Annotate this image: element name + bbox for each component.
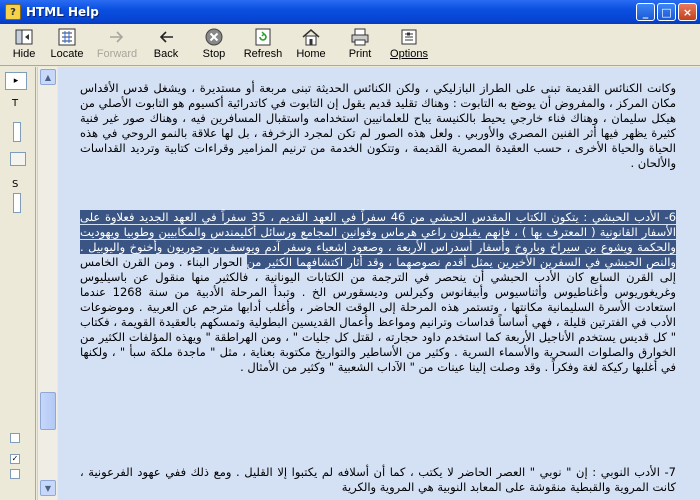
pane-letter-t: T xyxy=(12,98,19,109)
refresh-button[interactable]: Refresh xyxy=(240,24,286,64)
hide-button[interactable]: Hide xyxy=(4,24,44,64)
locate-button[interactable]: Locate xyxy=(44,24,90,64)
maximize-button[interactable]: □ xyxy=(657,3,676,21)
scroll-up-icon[interactable]: ▲ xyxy=(40,69,56,85)
paragraph-text: الحوار البناء . ومن القرن الخامس إلى القرن السابع كان الأدب الحبشي أن ينحصر في الترجمة من الكتابات اليونانية ، فالكثير منها منقول عن باسيليوس وغريغوريوس وأغناطيوس وأثناسيوس وأبيفانوس وكيرلس وديسقورس الخ . وتبدأ المرحلة الأدبية من سنة 1268 عندما استعادت الأسرة السليمانية مكانتها ، وتستمر هذه المرحلة إلى الوقت الحاضر ، وأغلب أدابها مترجم عن العربية . وموضوعات الأدب في الفترتين قليلة ، فهي أساساً قداسات وترانيم ومواعظ وأعمال القديسين البطولية وتمسكهم بالعقيدة القويمة ، فكتاب " كل قديس يستخدم الأناجيل الأربعة كما استخدم داود حجارته ، لقتل كل جليات " ، ومن الهراطقة " ويهذه المؤلفات الكثير من الخوارق والصلوات السحرية والأسماء السرية . وكثير من الأساطير والتواريخ مكتوبة بعناية ، مثل " ماجدة ملكة سبأ " ، ولكنها في أغلبها ركيكة لغة وفكراً . وقد وصلت إلينا عينات من " الآداب الشعبية " وكثير من الأمثال . xyxy=(80,255,676,374)
forward-arrow-icon xyxy=(106,27,128,47)
forward-button[interactable]: Forward xyxy=(90,24,144,64)
toolbar xyxy=(0,24,700,66)
vertical-scrollbar[interactable] xyxy=(37,67,57,500)
close-button[interactable]: × xyxy=(678,3,697,21)
refresh-icon xyxy=(252,27,274,47)
scroll-thumb[interactable] xyxy=(40,392,56,430)
print-icon xyxy=(349,27,371,47)
hide-icon xyxy=(13,27,35,47)
stop-button[interactable]: Stop xyxy=(188,24,240,64)
navigation-pane[interactable] xyxy=(0,67,36,500)
pane-tab-button[interactable]: ▸ xyxy=(5,72,27,90)
pane-checkbox-2[interactable]: ✓ xyxy=(11,454,19,463)
selected-text[interactable]: 6- الأدب الحبشي : يتكون الكتاب المقدس الحبشي من 46 سفراً في العهد القديم ، 35 سفراً في العهد الجديد فعلاوة على الأسفار القانونية ( المعترف بها ) ، فإنهم يقبلون راعي هرماس وقوانين المجامع ورسائل أكليمندس والمكابيين وطوبيا ويهوديت والحكمة ويشوع بن سيراخ وباروخ وأسفار أسدراس الأربعة ، وصعود إشعياء وسفر آدم ويوسف بن جوريون وأخنوخ واليوبيل . والنص الحبشي في السفرين الأخيرين يمثل أقدم نصوصهما ، وقد أثار اكتشافهما الكثير من xyxy=(80,210,677,269)
pane-letter-s: S xyxy=(12,179,19,190)
pane-checkbox-1[interactable] xyxy=(10,433,20,443)
window-title: HTML Help xyxy=(26,5,99,19)
home-button[interactable]: Home xyxy=(286,24,336,64)
home-icon xyxy=(300,27,322,47)
pane-list-box[interactable] xyxy=(10,152,26,166)
help-content-pane[interactable] xyxy=(58,67,700,500)
scroll-down-icon[interactable]: ▼ xyxy=(40,480,56,496)
locate-icon xyxy=(56,27,78,47)
paragraph-churches: وكانت الكنائس القديمة تبنى على الطراز البازليكي ، ولكن الكنائس الحديثة تبنى مربعة أو مستديرة ، ويشغل قدس الأقداس مكان المركز ، والمفروض أن يوضع به التابوت : وهناك تقليد قديم يقول إن التابوت في كاتدرائية أكسيوم هو التابوت الأصلي من هيكل سليمان ، وهناك فناء خارجي يحيط بالكنيسة يباح للعلمانيين استخدامه واستقبال المسافرين فيه ، وهناك صور غير فنية كثيرة يظهر فيها أثر الفنين المصري والأوربي . ولعل هذه الصور لم تكن لمجرد الزخرفة ، بل لها علاقة بالنمو الروحي في هذه الحياة والحياة الأخرى ، حسب العقيدة المصرية القديمة ، وتتكون الخدمة من ترنيم المزامير وقراءات كتابية وترديد القداسات والألحان . xyxy=(80,81,676,170)
print-button[interactable]: Print xyxy=(336,24,384,64)
pane-input-top[interactable] xyxy=(13,122,21,142)
paragraph-nubian-literature: 7- الأدب النوبي : إن " نوبي " العصر الحاضر لا يكتب ، كما أن أسلافه لم يكتبوا إلا القليل . ومع ذلك ففي عهود الفرعونية ، كانت المروية والقبطية منقوشة على المعابد النوبية هي المروية والكرية xyxy=(80,465,676,494)
options-button[interactable]: Options xyxy=(384,24,434,64)
back-button[interactable]: Back xyxy=(144,24,188,64)
pane-input-bottom[interactable] xyxy=(13,193,21,213)
minimize-button[interactable]: _ xyxy=(636,3,655,21)
pane-checkbox-3[interactable] xyxy=(10,469,20,479)
title-bar[interactable] xyxy=(0,0,700,24)
stop-icon xyxy=(203,27,225,47)
help-app-icon: ? xyxy=(5,4,21,20)
options-icon xyxy=(398,27,420,47)
back-arrow-icon xyxy=(155,27,177,47)
paragraph-ethiopian-literature xyxy=(80,210,676,375)
